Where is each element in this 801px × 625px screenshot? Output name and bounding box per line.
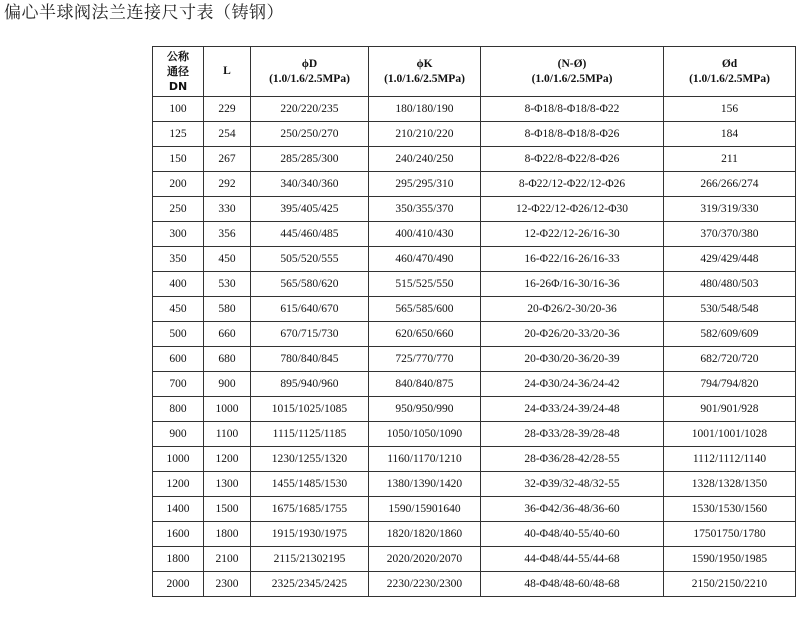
cell-dn: 100 [153,97,204,122]
cell-od: 319/319/330 [664,197,796,222]
cell-od: 156 [664,97,796,122]
table-row [153,197,796,222]
cell-k: 210/210/220 [369,122,481,147]
cell-d: 1015/1025/1085 [251,397,369,422]
header-od-line1: Ød [721,57,738,70]
header-dn [153,47,204,97]
cell-l: 254 [204,122,251,147]
flange-dimension-table [152,46,796,597]
cell-k: 620/650/660 [369,322,481,347]
cell-l: 330 [204,197,251,222]
cell-od: 682/720/720 [664,347,796,372]
cell-od: 2150/2150/2210 [664,572,796,597]
cell-k: 2230/2230/2300 [369,572,481,597]
header-n [481,47,664,97]
cell-od: 901/901/928 [664,397,796,422]
cell-dn: 1400 [153,497,204,522]
cell-l: 2300 [204,572,251,597]
cell-n: 40-Φ48/40-55/40-60 [481,522,664,547]
cell-k: 2020/2020/2070 [369,547,481,572]
cell-od: 582/609/609 [664,322,796,347]
cell-od: 1112/1112/1140 [664,447,796,472]
cell-l: 580 [204,297,251,322]
cell-l: 1300 [204,472,251,497]
cell-n: 28-Φ36/28-42/28-55 [481,447,664,472]
cell-n: 20-Φ26/20-33/20-36 [481,322,664,347]
cell-dn: 1800 [153,547,204,572]
cell-od: 480/480/503 [664,272,796,297]
cell-d: 615/640/670 [251,297,369,322]
cell-od: 211 [664,147,796,172]
cell-d: 505/520/555 [251,247,369,272]
cell-n: 8-Φ22/12-Φ22/12-Φ26 [481,172,664,197]
cell-k: 1160/1170/1210 [369,447,481,472]
cell-od: 530/548/548 [664,297,796,322]
cell-od: 370/370/380 [664,222,796,247]
cell-dn: 700 [153,372,204,397]
cell-d: 2115/21302195 [251,547,369,572]
cell-d: 670/715/730 [251,322,369,347]
cell-d: 220/220/235 [251,97,369,122]
header-d-line2: (1.0/1.6/2.5MPa) [269,72,350,85]
cell-n: 8-Φ18/8-Φ18/8-Φ22 [481,97,664,122]
cell-dn: 500 [153,322,204,347]
cell-l: 660 [204,322,251,347]
cell-k: 460/470/490 [369,247,481,272]
cell-d: 340/340/360 [251,172,369,197]
cell-dn: 400 [153,272,204,297]
cell-dn: 250 [153,197,204,222]
cell-l: 229 [204,97,251,122]
cell-od: 266/266/274 [664,172,796,197]
cell-d: 395/405/425 [251,197,369,222]
cell-dn: 1000 [153,447,204,472]
cell-k: 180/180/190 [369,97,481,122]
header-n-line1: (N-Ø) [557,57,587,70]
table-row [153,547,796,572]
cell-k: 1590/15901640 [369,497,481,522]
cell-dn: 300 [153,222,204,247]
cell-od: 17501750/1780 [664,522,796,547]
cell-l: 292 [204,172,251,197]
cell-n: 44-Φ48/44-55/44-68 [481,547,664,572]
cell-d: 780/840/845 [251,347,369,372]
cell-d: 1915/1930/1975 [251,522,369,547]
header-d-line1: ϕD [301,57,318,70]
table-row [153,147,796,172]
table-body [153,97,796,597]
header-od-line2: (1.0/1.6/2.5MPa) [689,72,770,85]
table-row [153,472,796,497]
cell-l: 900 [204,372,251,397]
cell-od: 1001/1001/1028 [664,422,796,447]
header-dn-line3: DN [168,80,188,93]
cell-n: 32-Φ39/32-48/32-55 [481,472,664,497]
cell-k: 295/295/310 [369,172,481,197]
cell-od: 1530/1530/1560 [664,497,796,522]
cell-dn: 350 [153,247,204,272]
table-row [153,247,796,272]
header-od [664,47,796,97]
cell-l: 1500 [204,497,251,522]
cell-dn: 125 [153,122,204,147]
cell-n: 8-Φ22/8-Φ22/8-Φ26 [481,147,664,172]
cell-dn: 450 [153,297,204,322]
header-k-line1: ϕK [416,57,433,70]
header-dn-line1: 公称 [167,50,189,63]
cell-n: 24-Φ33/24-39/24-48 [481,397,664,422]
cell-l: 1200 [204,447,251,472]
cell-d: 1230/1255/1320 [251,447,369,472]
cell-k: 350/355/370 [369,197,481,222]
cell-od: 794/794/820 [664,372,796,397]
table-row [153,422,796,447]
cell-od: 429/429/448 [664,247,796,272]
header-row [153,47,796,97]
cell-n: 24-Φ30/24-36/24-42 [481,372,664,397]
cell-k: 950/950/990 [369,397,481,422]
header-dn-line2: 通径 [167,65,189,78]
table-row [153,497,796,522]
cell-k: 1820/1820/1860 [369,522,481,547]
cell-od: 1328/1328/1350 [664,472,796,497]
header-k-line2: (1.0/1.6/2.5MPa) [384,72,465,85]
cell-k: 840/840/875 [369,372,481,397]
table-header [153,47,796,97]
cell-dn: 200 [153,172,204,197]
cell-k: 1380/1390/1420 [369,472,481,497]
cell-d: 1115/1125/1185 [251,422,369,447]
cell-dn: 900 [153,422,204,447]
cell-n: 20-Φ26/2-30/20-36 [481,297,664,322]
cell-n: 8-Φ18/8-Φ18/8-Φ26 [481,122,664,147]
cell-n: 48-Φ48/48-60/48-68 [481,572,664,597]
cell-od: 1590/1950/1985 [664,547,796,572]
cell-dn: 800 [153,397,204,422]
cell-dn: 1200 [153,472,204,497]
cell-k: 240/240/250 [369,147,481,172]
table-row [153,122,796,147]
cell-l: 1000 [204,397,251,422]
cell-l: 680 [204,347,251,372]
cell-d: 285/285/300 [251,147,369,172]
cell-l: 1800 [204,522,251,547]
cell-d: 250/250/270 [251,122,369,147]
table-row [153,97,796,122]
header-d [251,47,369,97]
cell-n: 20-Φ30/20-36/20-39 [481,347,664,372]
cell-l: 1100 [204,422,251,447]
header-l-label: L [223,65,231,77]
cell-l: 450 [204,247,251,272]
cell-n: 28-Φ33/28-39/28-48 [481,422,664,447]
cell-d: 445/460/485 [251,222,369,247]
cell-k: 725/770/770 [369,347,481,372]
cell-l: 356 [204,222,251,247]
table-row [153,372,796,397]
cell-dn: 1600 [153,522,204,547]
table-row [153,322,796,347]
table-row [153,522,796,547]
cell-d: 1675/1685/1755 [251,497,369,522]
cell-k: 400/410/430 [369,222,481,247]
cell-d: 1455/1485/1530 [251,472,369,497]
table-row [153,272,796,297]
cell-l: 530 [204,272,251,297]
cell-dn: 600 [153,347,204,372]
header-n-line2: (1.0/1.6/2.5MPa) [531,72,613,85]
cell-dn: 2000 [153,572,204,597]
table-row [153,397,796,422]
cell-l: 267 [204,147,251,172]
table-row [153,172,796,197]
cell-l: 2100 [204,547,251,572]
page-title: 偏心半球阀法兰连接尺寸表（铸钢） [4,3,284,23]
cell-k: 1050/1050/1090 [369,422,481,447]
cell-od: 184 [664,122,796,147]
cell-d: 565/580/620 [251,272,369,297]
cell-d: 2325/2345/2425 [251,572,369,597]
cell-n: 36-Φ42/36-48/36-60 [481,497,664,522]
cell-d: 895/940/960 [251,372,369,397]
table-row [153,347,796,372]
cell-k: 565/585/600 [369,297,481,322]
table-row [153,297,796,322]
cell-n: 12-Φ22/12-26/16-30 [481,222,664,247]
header-k [369,47,481,97]
table-row [153,447,796,472]
table-row [153,222,796,247]
header-l [204,47,251,97]
cell-n: 16-Φ22/16-26/16-33 [481,247,664,272]
cell-dn: 150 [153,147,204,172]
table-row [153,572,796,597]
cell-n: 16-26Φ/16-30/16-36 [481,272,664,297]
cell-k: 515/525/550 [369,272,481,297]
cell-n: 12-Φ22/12-Φ26/12-Φ30 [481,197,664,222]
